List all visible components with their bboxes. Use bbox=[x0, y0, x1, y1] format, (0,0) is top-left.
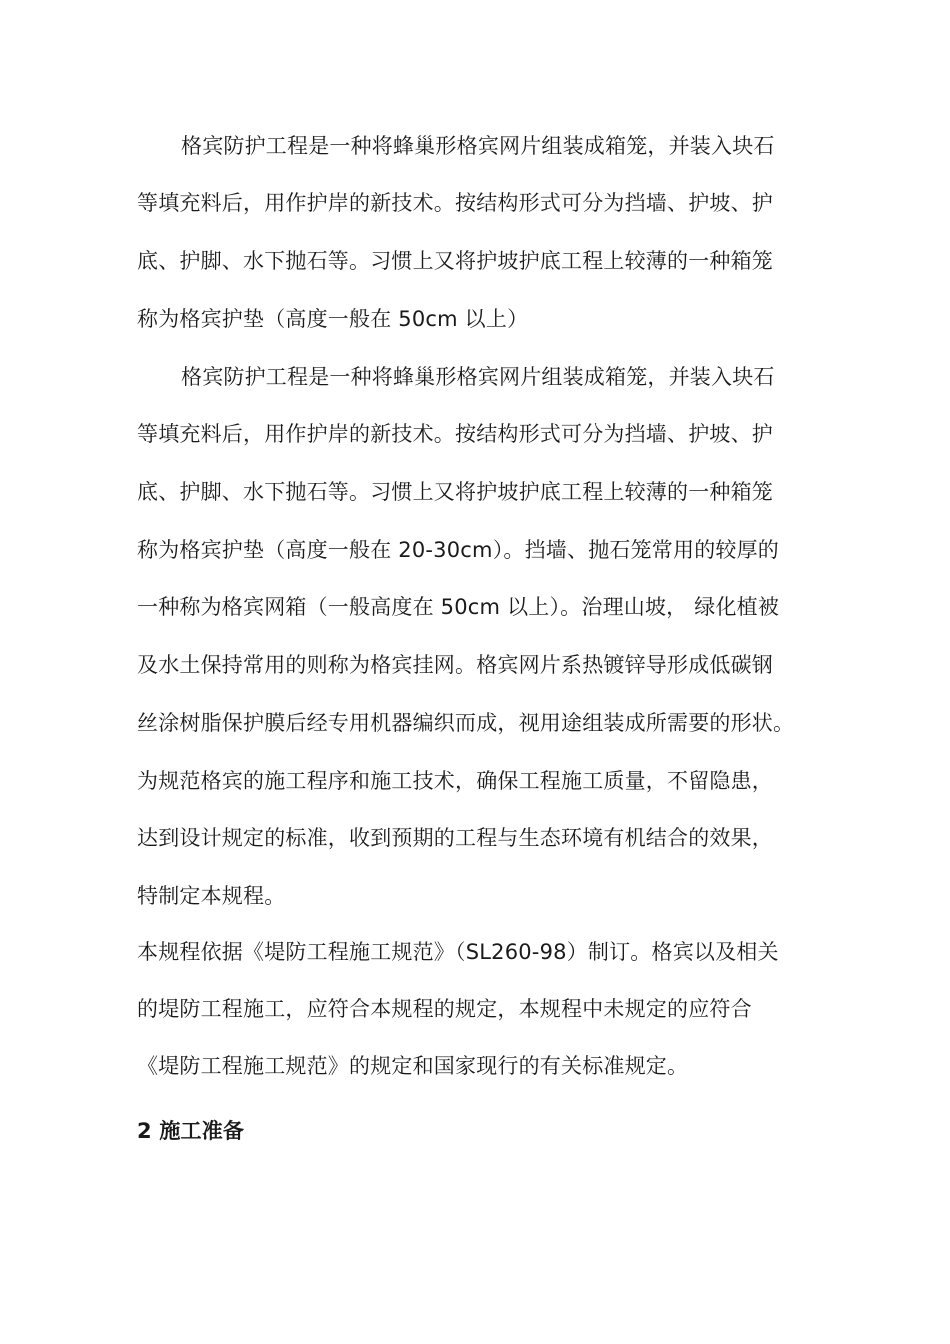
paragraph-2-line-4: 称为格宾护垫（高度一般在 20-30cm）。挡墙、抛石笼常用的较厚的 bbox=[137, 538, 779, 562]
paragraph-3-line-3: 《堤防工程施工规范》的规定和国家现行的有关标准规定。 bbox=[137, 1054, 689, 1078]
paragraph-2-line-5: 一种称为格宾网箱（一般高度在 50cm 以上）。治理山坡， 绿化植被 bbox=[137, 595, 780, 619]
paragraph-2-line-10: 特制定本规程。 bbox=[137, 884, 286, 908]
paragraph-2-line-6: 及水土保持常用的则称为格宾挂网。格宾网片系热镀锌导形成低碳钢 bbox=[137, 653, 773, 677]
paragraph-1-line-1: 格宾防护工程是一种将蜂巢形格宾网片组装成箱笼，并装入块石 bbox=[181, 134, 775, 158]
paragraph-1-line-3: 底、护脚、水下抛石等。习惯上又将护坡护底工程上较薄的一种箱笼 bbox=[137, 249, 773, 273]
paragraph-2-line-8: 为规范格宾的施工程序和施工技术，确保工程施工质量，不留隐患， bbox=[137, 769, 773, 793]
paragraph-3-line-1: 本规程依据《堤防工程施工规范》（SL260-98）制订。格宾以及相关 bbox=[137, 940, 779, 964]
paragraph-2-line-3: 底、护脚、水下抛石等。习惯上又将护坡护底工程上较薄的一种箱笼 bbox=[137, 480, 773, 504]
paragraph-2-line-7: 丝涂树脂保护膜后经专用机器编织而成，视用途组装成所需要的形状。 bbox=[137, 711, 795, 735]
paragraph-2-line-9: 达到设计规定的标准，收到预期的工程与生态环境有机结合的效果， bbox=[137, 826, 773, 850]
section-heading: 2 施工准备 bbox=[137, 1119, 245, 1143]
paragraph-2-line-2: 等填充料后，用作护岸的新技术。按结构形式可分为挡墙、护坡、护 bbox=[137, 422, 773, 446]
paragraph-1-line-4: 称为格宾护垫（高度一般在 50cm 以上） bbox=[137, 307, 529, 331]
paragraph-1-line-2: 等填充料后，用作护岸的新技术。按结构形式可分为挡墙、护坡、护 bbox=[137, 191, 773, 215]
paragraph-3-line-2: 的堤防工程施工，应符合本规程的规定，本规程中未规定的应符合 bbox=[137, 997, 752, 1021]
paragraph-2-line-1: 格宾防护工程是一种将蜂巢形格宾网片组装成箱笼，并装入块石 bbox=[181, 365, 775, 389]
